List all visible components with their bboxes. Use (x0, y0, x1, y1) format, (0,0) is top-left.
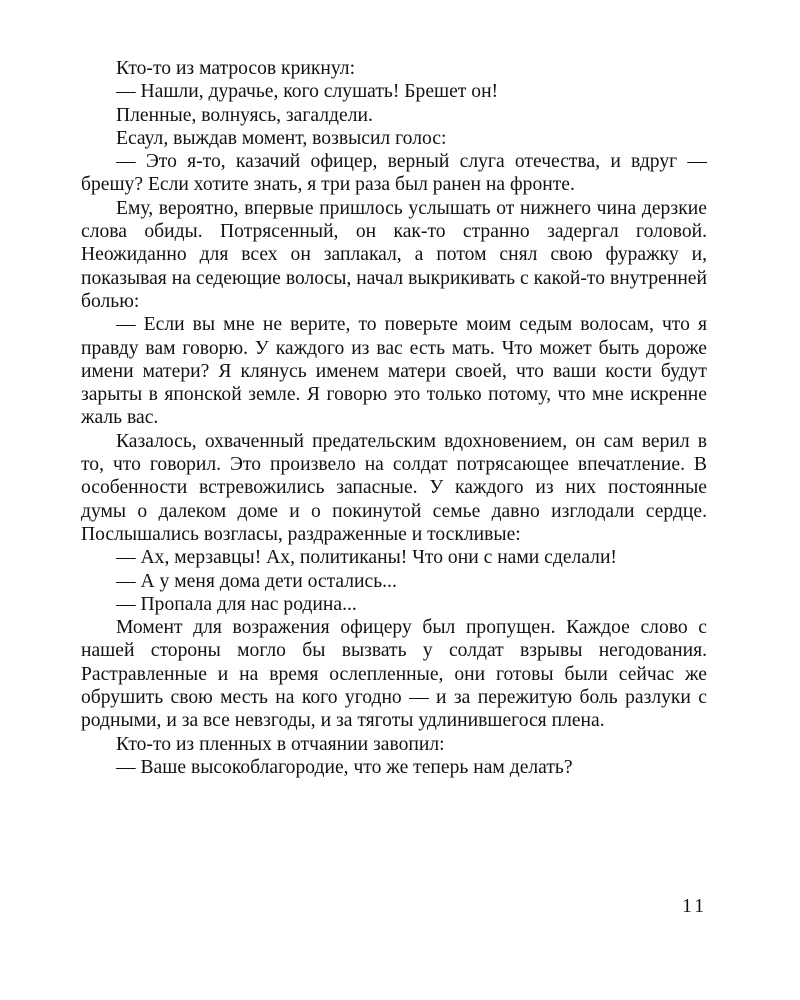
paragraph: Момент для возражения офицеру был пропущен. Каждое слово с нашей стороны могло бы вызвать у солдат взрывы негодования. Растравленные и на время ослепленные, они готовы были сейчас же обрушить свою месть на кого угодно — и за пережитую боль разлуки с родными, и за все невзгоды, и за тяготы удлинившегося плена. (81, 617, 707, 732)
paragraph: Ему, вероятно, впервые пришлось услышать от нижнего чина дерзкие слова обиды. Потрясенный, он как-то странно задергал головой. Неожиданно для всех он заплакал, а потом снял свою фуражку и, показывая на седеющие волосы, начал выкрикивать с какой-то внутренней болью: (81, 197, 707, 312)
paragraph: — Пропала для нас родина... (116, 593, 357, 615)
paragraph: — Ваше высокоблагородие, что же теперь нам делать? (116, 756, 573, 778)
paragraph: — Ах, мерзавцы! Ах, политиканы! Что они с нами сделали! (116, 547, 617, 569)
paragraph: — А у меня дома дети остались... (116, 570, 397, 592)
paragraph: — Если вы мне не верите, то поверьте моим седым волосам, что я правду вам говорю. У каждого из вас есть мать. Что может быть дороже имени матери? Я клянусь именем матери своей, что ваши кости будут зарыты в японской земле. Я говорю это только потому, что мне искренне жаль вас. (81, 314, 707, 429)
book-page-text (81, 57, 707, 779)
paragraph: Есаул, выждав момент, возвысил голос: (116, 127, 447, 149)
paragraph: Казалось, охваченный предательским вдохновением, он сам верил в то, что говорил. Это произвело на солдат потрясающее впечатление. В особенности встревожились запасные. У каждого из них постоянные думы о далеком доме и о покинутой семье давно изглодали сердце. Послышались возгласы, раздраженные и тоскливые: (81, 430, 707, 545)
page-number: 11 (682, 896, 707, 917)
paragraph: Пленные, волнуясь, загалдели. (116, 104, 373, 126)
paragraph: — Это я-то, казачий офицер, верный слуга отечества, и вдруг — брешу? Если хотите знать, я три раза был ранен на фронте. (81, 151, 707, 196)
paragraph: — Нашли, дурачье, кого слушать! Брешет он! (116, 81, 499, 103)
paragraph: Кто-то из пленных в отчаянии завопил: (116, 733, 445, 755)
paragraph: Кто-то из матросов крикнул: (116, 58, 356, 79)
